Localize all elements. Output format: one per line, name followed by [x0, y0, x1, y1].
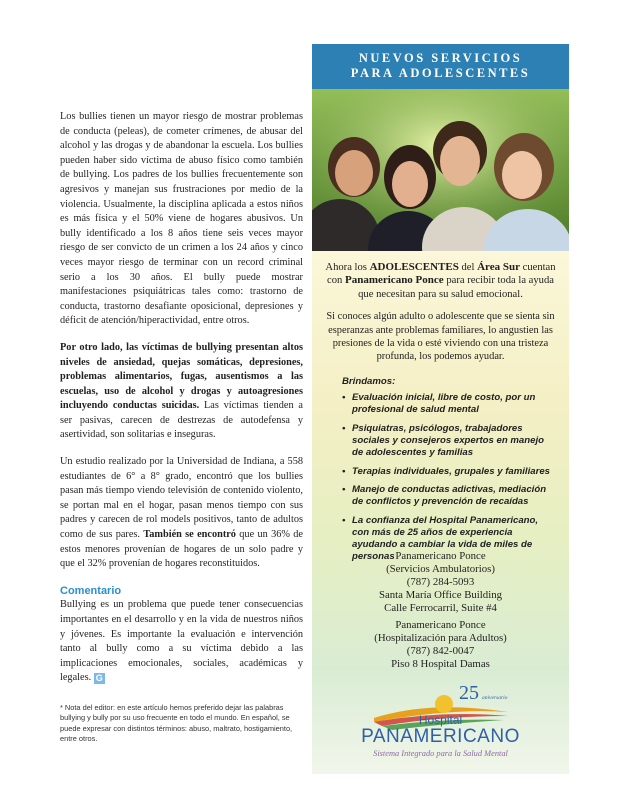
- services-list: [322, 376, 559, 564]
- editor-footnote: * Nota del editor: en este artículo hemos preferido dejar las palabras bullying y bully por su uso frecuente en todo el mundo. En español, se puede expresar con distintos términos: abuso, maltrato, hostigamiento, entre otros.: [60, 703, 293, 744]
- contact-line: Piso 8 Hospital Damas: [391, 658, 490, 670]
- article-paragraph-3-start: Un estudio realizado por la Universidad de Indiana, a 558 estudiantes de 6° a 8° grado, encontró que los bullies pasan más tiempo viendo televisión de contenido violento, se portan mal en el hogar, pasan menos tiempo con sus padres y carecen de rol models positivos, tanto de adultos como de sus pares.: [60, 456, 303, 541]
- ad-intro-adolescentes: ADOLESCENTES: [369, 261, 459, 273]
- logo-hospital-word: Hospital: [418, 713, 463, 727]
- ad-intro-part: Ahora los: [325, 262, 370, 273]
- logo-tagline: Sistema Integrado para la Salud Mental: [373, 749, 508, 758]
- article-end-mark: G: [95, 673, 103, 684]
- article-paragraph-2-bold: Por otro lado, las víctimas de bullying presentan altos niveles de ansiedad, quejas somáticas, depresiones, problemas alimentarios, fugas, ausentismos a las escuelas, uso de alcohol y drogas y autoagresiones incluyendo conductas suicidas.: [60, 341, 303, 412]
- article-paragraph-3: [60, 455, 303, 572]
- anniversary-number: 25: [459, 682, 479, 704]
- article-paragraph-1: Los bullies tienen un mayor riesgo de mostrar problemas de conducta (peleas), de cometer crímenes, de abusar del alcohol y las drogas y de abandonar la escuela. Los bullies pueden haber sido víctima de abuso físico como también de bullying. Los padres de los bullies frecuentemente son agresivos y manejan sus frustraciones por medio de la violencia. Usualmente, la disciplina aplicada a estos niños es más física y el 50% viene de hogares abusivos. Un bully identificado a los 8 años tiene seis veces mayor riesgo de ser convicto de un crimen a los 24 años y cinco veces mayor riesgo de terminar con un record criminal serio a los 30 años. El bully puede mostrar manifestaciones psiquiátricas tales como: trastorno de conducta, trastorno desafiante oposicional, depresiones y déficit de atención/hiperactividad, entre otros.: [60, 111, 303, 327]
- ad-intro-part: cuentan con: [327, 262, 556, 287]
- contact-phone: (787) 284-5093: [406, 576, 475, 588]
- article-paragraph-2: [60, 341, 303, 443]
- contact-line: (Servicios Ambulatorios): [386, 563, 495, 575]
- ad-title-line-2: PARA ADOLESCENTES: [350, 66, 531, 80]
- article-column: [60, 110, 303, 698]
- ad-intro-part: del: [458, 262, 478, 273]
- teens-photo-illustration: [312, 89, 569, 251]
- logo-name: PANAMERICANO: [361, 726, 520, 747]
- ad-intro-part: para recibir toda la ayuda que necesitan para su salud emocional.: [358, 275, 554, 300]
- contact-line: Calle Ferrocarril, Suite #4: [384, 602, 497, 614]
- article-paragraph-3-end: que un 36% de estos menores provenían de hogares de un solo padre y que el 32% provenían de hogares reconstituidos.: [60, 529, 303, 570]
- service-item: • Terapias individuales, grupales y familiares: [342, 466, 553, 478]
- service-item: • Manejo de conductas adictivas, mediación de conflictos y prevención de recaídas: [342, 484, 553, 509]
- article-paragraph-3-bold: También se encontró: [143, 529, 236, 541]
- article-paragraph-2-rest: Las víctimas tienden a ser pasivas, carecen de destrezas de autodefensa y asertividad, son solitarias e inseguras.: [60, 400, 303, 441]
- contact-outpatient: [312, 550, 569, 615]
- article-paragraph-4: [60, 598, 303, 686]
- contact-inpatient: [312, 619, 569, 671]
- advertisement-panel: [312, 44, 569, 774]
- service-item: • La confianza del Hospital Panamericano, con más de 25 años de experiencia ayudando a cambiar la vida de miles de personas: [342, 515, 553, 564]
- contact-line: Panamericano Ponce: [395, 619, 486, 631]
- contact-line: Santa María Office Building: [378, 589, 503, 601]
- hospital-logo: [312, 682, 569, 764]
- contact-line: (Hospitalización para Adultos): [374, 632, 507, 644]
- contact-line: Panamericano Ponce: [395, 550, 486, 562]
- article-paragraph-4-text: Bullying es un problema que puede tener consecuencias importantes en el desarrollo y en la vida de nuestros niños y jóvenes. Es importante la evaluación e intervención tanto al bully como a su víctima debido a las implicaciones emocionales, sociales, académicas y legales.: [60, 599, 303, 684]
- ad-title-line-1: NUEVOS SERVICIOS: [358, 51, 523, 65]
- teens-photo: [312, 89, 569, 251]
- ad-intro: [322, 261, 559, 301]
- comentario-heading: Comentario: [60, 584, 122, 597]
- anniversary-label: aniversario: [482, 695, 508, 701]
- service-item: • Evaluación inicial, libre de costo, por un profesional de salud mental: [342, 392, 553, 417]
- ad-intro-2: Si conoces algún adulto o adolescente que se sienta sin esperanzas ante problemas familiares, lo angustien las presiones de la vida o esté viviendo con una tristeza profunda, los podemos ayudar.: [326, 311, 555, 363]
- ad-header: [312, 44, 569, 89]
- service-item: • Psiquiatras, psicólogos, trabajadores sociales y consejeros expertos en manejo de adolescentes y familias: [342, 423, 553, 460]
- contact-phone: (787) 842-0047: [406, 645, 475, 657]
- ad-intro-area-sur: Área Sur: [477, 261, 520, 273]
- ad-intro-hospital: Panamericano Ponce: [344, 274, 444, 287]
- services-title: Brindamos:: [342, 375, 396, 387]
